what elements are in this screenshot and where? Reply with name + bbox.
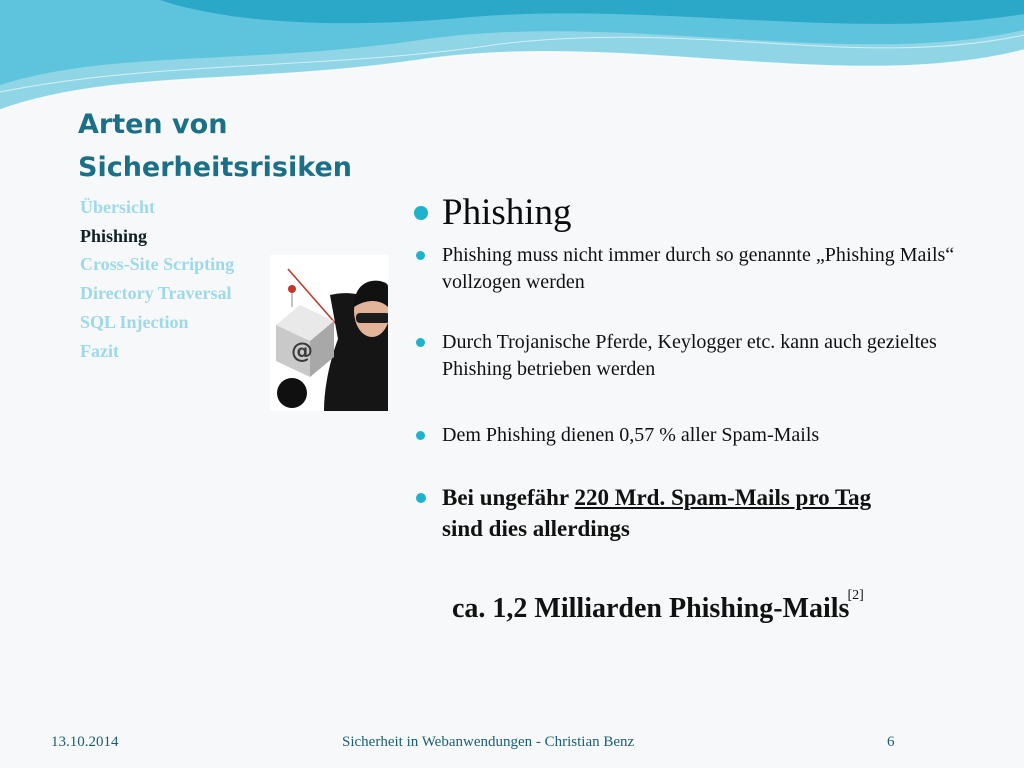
bullet-dot-icon	[416, 251, 425, 260]
phishing-mails-total	[452, 588, 864, 625]
spam-volume-emphasis: 220 Mrd. Spam-Mails pro Tag	[574, 485, 872, 510]
slide-title: Arten von Sicherheitsrisiken	[78, 109, 352, 183]
bullet-dot-icon	[416, 338, 425, 347]
heading-text: Phishing	[442, 192, 572, 233]
bullet-dot-icon	[416, 493, 426, 503]
nav-item-directory-traversal[interactable]: Directory Traversal	[80, 283, 232, 304]
bullet-suffix: sind dies allerdings	[442, 516, 630, 541]
bullet-dot-icon	[414, 206, 428, 220]
page-number: 6	[887, 734, 895, 750]
nav-item-sql-injection[interactable]: SQL Injection	[80, 311, 189, 332]
nav-item-cross-site-scripting[interactable]: Cross-Site Scripting	[80, 254, 235, 275]
bullet-dot-icon	[416, 431, 425, 440]
nav-item-fazit[interactable]: Fazit	[80, 340, 119, 361]
bullet-text: Durch Trojanische Pferde, Keylogger etc. kann auch gezieltes Phishing betrieben werden	[442, 331, 937, 380]
bullet-item	[412, 329, 982, 383]
section-heading	[412, 190, 972, 236]
bullet-prefix: Bei ungefähr	[442, 485, 575, 510]
bullet-item	[412, 422, 982, 449]
nav-item-uebersicht[interactable]: Übersicht	[80, 197, 155, 217]
citation-reference[interactable]: [2]	[847, 588, 864, 603]
phishing-hacker-icon	[270, 255, 388, 411]
content-area	[412, 190, 972, 541]
nav-item-phishing[interactable]: Phishing	[80, 225, 148, 246]
at-symbol: @	[291, 339, 313, 364]
section-nav	[80, 193, 234, 365]
bullet-text: Phishing muss nicht immer durch so genannte „Phishing Mails“ vollzogen werden	[442, 244, 955, 293]
footer-title: Sicherheit in Webanwendungen - Christian Benz	[342, 734, 635, 750]
bullet-item-highlight	[412, 482, 982, 544]
bullet-text: Dem Phishing dienen 0,57 % aller Spam-Mails	[442, 424, 820, 446]
result-text: ca. 1,2 Milliarden Phishing-Mails	[452, 593, 850, 624]
bullet-item	[412, 242, 982, 296]
footer-date: 13.10.2014	[51, 734, 119, 750]
